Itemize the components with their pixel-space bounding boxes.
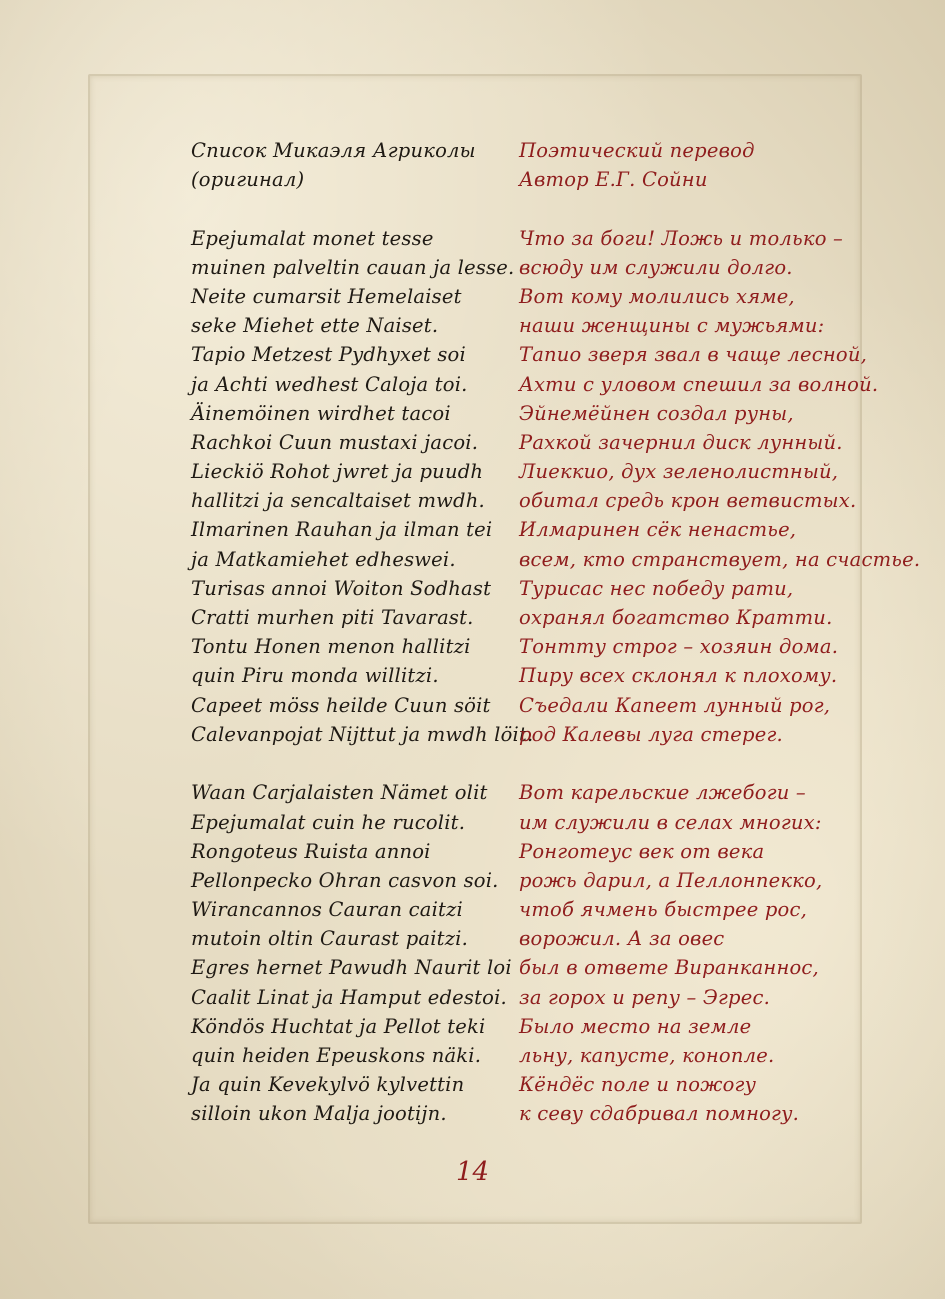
translation-verse-line: Эйнемёйнен создал руны, [519,401,794,425]
translation-verse-line: Съедали Капеет лунный рог, [519,693,831,717]
translation-verse-line: Вот кому молились хяме, [519,284,795,308]
original-verse-line: seke Miehet ette Naiset. [191,314,439,338]
translation-verse-line: род Калевы луга стерег. [519,722,783,746]
translation-verse-line: Ахти с уловом спешил за волной. [519,372,879,396]
original-verse-line: Epejumalat cuin he rucolit. [191,810,466,834]
translation-header-line-1: Поэтический перевод [519,139,755,162]
original-verse-line: Epejumalat monet tesse [191,226,434,250]
translation-verse-line: наши женщины с мужьями: [519,314,825,338]
translation-verse-line: Ронготеус век от века [519,839,765,863]
translation-verse-line: Тапио зверя звал в чаще лесной, [519,343,868,367]
translation-verse-line: обитал средь крон ветвистых. [519,489,857,513]
translation-verse-line: Лиеккио, дух зеленолистный, [519,460,839,484]
original-text-column [191,136,533,1129]
translation-verse-line: чтоб ячмень быстрее рос, [519,898,807,922]
translation-verse-line: Вот карельские лжебоги – [519,781,806,805]
original-verse-line: Rachkoi Cuun mustaxi jacoi. [191,430,479,454]
original-verse-line: Köndös Huchtat ja Pellot teki [191,1014,486,1038]
page-number: 14 [455,1157,490,1187]
original-verse-line: muinen palveltin cauan ja lesse. [191,255,515,279]
original-verse-line: Waan Carjalaisten Nämet olit [191,781,488,805]
translation-verse-line: за горох и репу – Эгрес. [519,985,770,1009]
translation-verse-line: Илмаринен сёк ненастье, [519,518,797,542]
translation-verse-line: Тонтту строг – хозяин дома. [519,635,839,659]
translation-verse-line: был в ответе Виранканнос, [519,956,819,980]
original-verse-line: hallitzi ja sencaltaiset mwdh. [191,489,485,513]
translation-verse-line: льну, капусте, конопле. [519,1044,775,1068]
original-verse-line: Lieckiö Rohot jwret ja puudh [191,460,484,484]
original-verse-line: Turisas annoi Woiton Sodhast [191,576,492,600]
original-verse-line: ja Achti wedhest Caloja toi. [191,372,468,396]
original-verse-line: mutoin oltin Caurast paitzi. [191,927,469,951]
translation-verse-line: к севу сдабривал помногу. [519,1102,800,1126]
translation-verse-line: всюду им служили долго. [519,255,793,279]
original-verse-line: Ilmarinen Rauhan ja ilman tei [191,518,493,542]
original-verse-line: Ja quin Kevekylvö kylvettin [191,1073,465,1097]
translation-verse-line: Пиру всех склонял к плохому. [519,664,838,688]
original-verse-line: quin Piru monda willitzi. [191,664,439,688]
translation-verse-line: рожь дарил, а Пеллонпекко, [519,868,823,892]
translation-verse-line: Что за боги! Ложь и только – [519,226,843,250]
original-verse-line: Capeet möss heilde Cuun söit [191,693,491,717]
translation-verse-line: Рахкой зачернил диск лунный. [519,430,843,454]
translation-verse-line: Было место на земле [519,1014,752,1038]
original-verse-line: Caalit Linat ja Hamput edestoi. [191,985,507,1009]
original-verse-line: Pellonpecko Ohran casvon soi. [191,868,499,892]
original-verse-line: Cratti murhen piti Tavarast. [191,606,474,629]
original-header-line-1: Список Микаэля Агриколы [191,139,476,162]
original-verse-line: Calevanpojat Nijttut ja mwdh löit. [191,722,534,746]
translation-verse-line: им служили в селах многих: [519,810,822,834]
original-verse-line: quin heiden Epeuskons näki. [191,1044,482,1068]
original-verse-line: Äinemöinen wirdhet tacoi [191,401,451,425]
original-verse-line: Wirancannos Cauran caitzi [191,898,463,922]
original-verse-line: Tontu Honen menon hallitzi [191,635,471,659]
original-verse-line: Egres hernet Pawudh Naurit loi [191,956,512,980]
translation-header-line-2: Автор Е.Г. Сойни [519,168,708,192]
original-verse-line: Rongoteus Ruista annoi [191,839,431,863]
translation-verse-line: ворожил. А за овес [519,927,725,951]
original-header-line-2: (оригинал) [191,168,305,192]
translation-text-column [519,136,920,1129]
translation-verse-line: Турисас нес победу рати, [519,576,794,600]
original-verse-line: ja Matkamiehet edheswei. [191,547,456,571]
translation-verse-line: всем, кто странствует, на счастье. [519,547,921,571]
original-verse-line: silloin ukon Malja jootijn. [191,1102,447,1126]
original-verse-line: Neite cumarsit Hemelaiset [191,284,462,308]
translation-verse-line: охранял богатство Кратти. [519,606,833,629]
translation-verse-line: Кёндёс поле и пожогу [519,1073,757,1097]
original-verse-line: Tapio Metzest Pydhyxet soi [191,343,466,367]
